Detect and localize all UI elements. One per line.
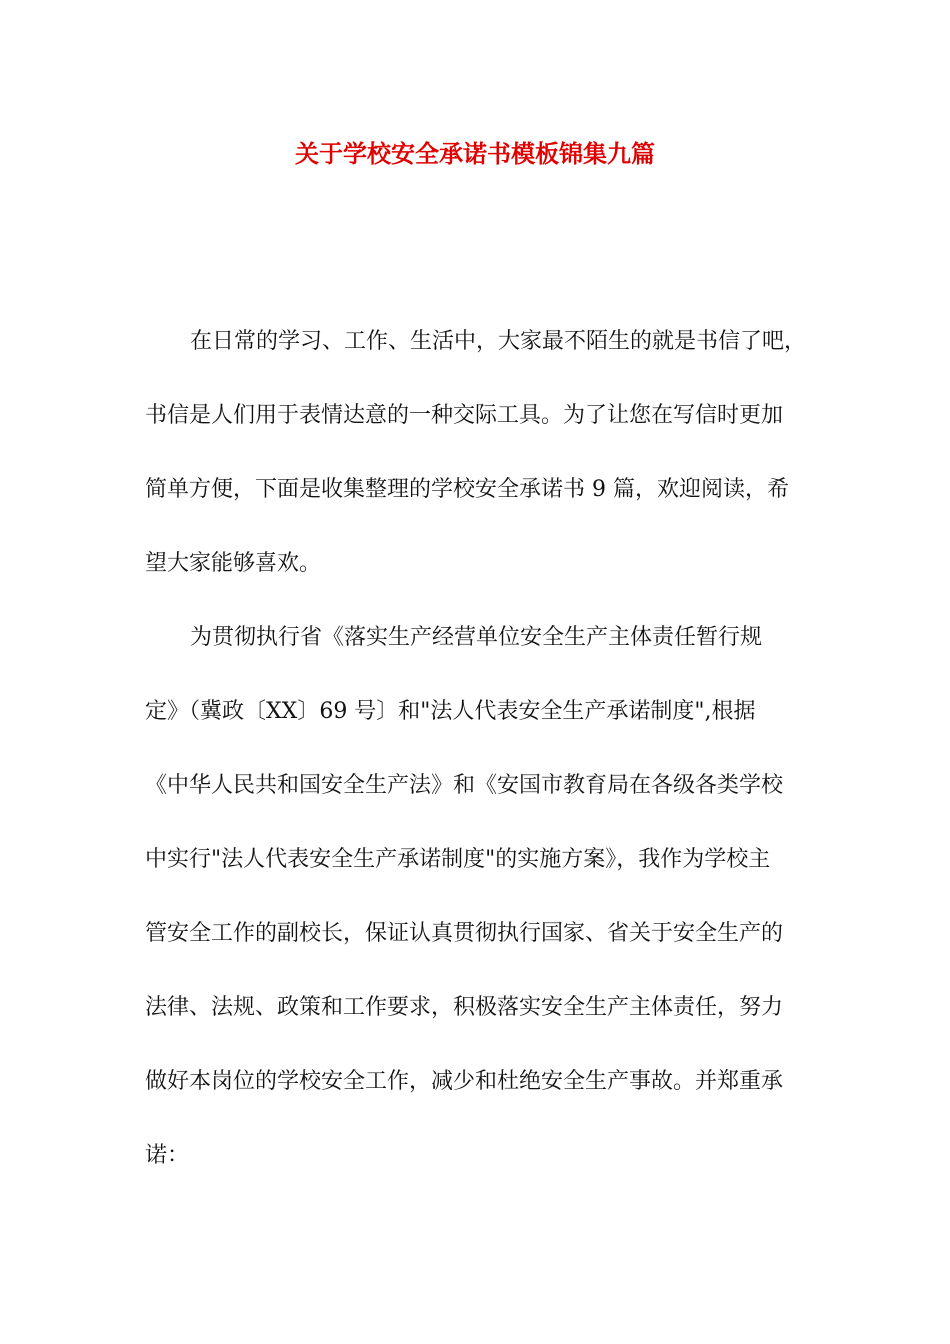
paragraph-2-line-8: 诺： xyxy=(145,1143,190,1168)
paragraph-1-line-4: 望大家能够喜欢。 xyxy=(145,551,322,576)
paragraph-2-line-1: 为贯彻执行省《落实生产经营单位安全生产主体责任暂行规 xyxy=(190,625,763,650)
paragraph-2-line-3: 《中华人民共和国安全生产法》和《安国市教育局在各级各类学校 xyxy=(145,773,784,798)
paragraph-2-line-4: 中实行"法人代表安全生产承诺制度"的实施方案》，我作为学校主 xyxy=(145,847,771,872)
paragraph-1-line-1: 在日常的学习、工作、生活中，大家最不陌生的就是书信了吧， xyxy=(190,329,807,354)
paragraph-2-line-7: 做好本岗位的学校安全工作，减少和杜绝安全生产事故。并郑重承 xyxy=(145,1069,784,1094)
paragraph-2-line-2: 定》（冀政〔XX〕69 号〕和"法人代表安全生产承诺制度",根据 xyxy=(145,699,756,724)
document-title: 关于学校安全承诺书模板锦集九篇 xyxy=(295,139,655,168)
paragraph-1-line-2: 书信是人们用于表情达意的一种交际工具。为了让您在写信时更加 xyxy=(145,403,784,428)
paragraph-1-line-3: 简单方便，下面是收集整理的学校安全承诺书 9 篇，欢迎阅读，希 xyxy=(145,477,789,502)
paragraph-2-line-6: 法律、法规、政策和工作要求，积极落实安全生产主体责任，努力 xyxy=(145,995,784,1020)
paragraph-2-line-5: 管安全工作的副校长，保证认真贯彻执行国家、省关于安全生产的 xyxy=(145,921,784,946)
